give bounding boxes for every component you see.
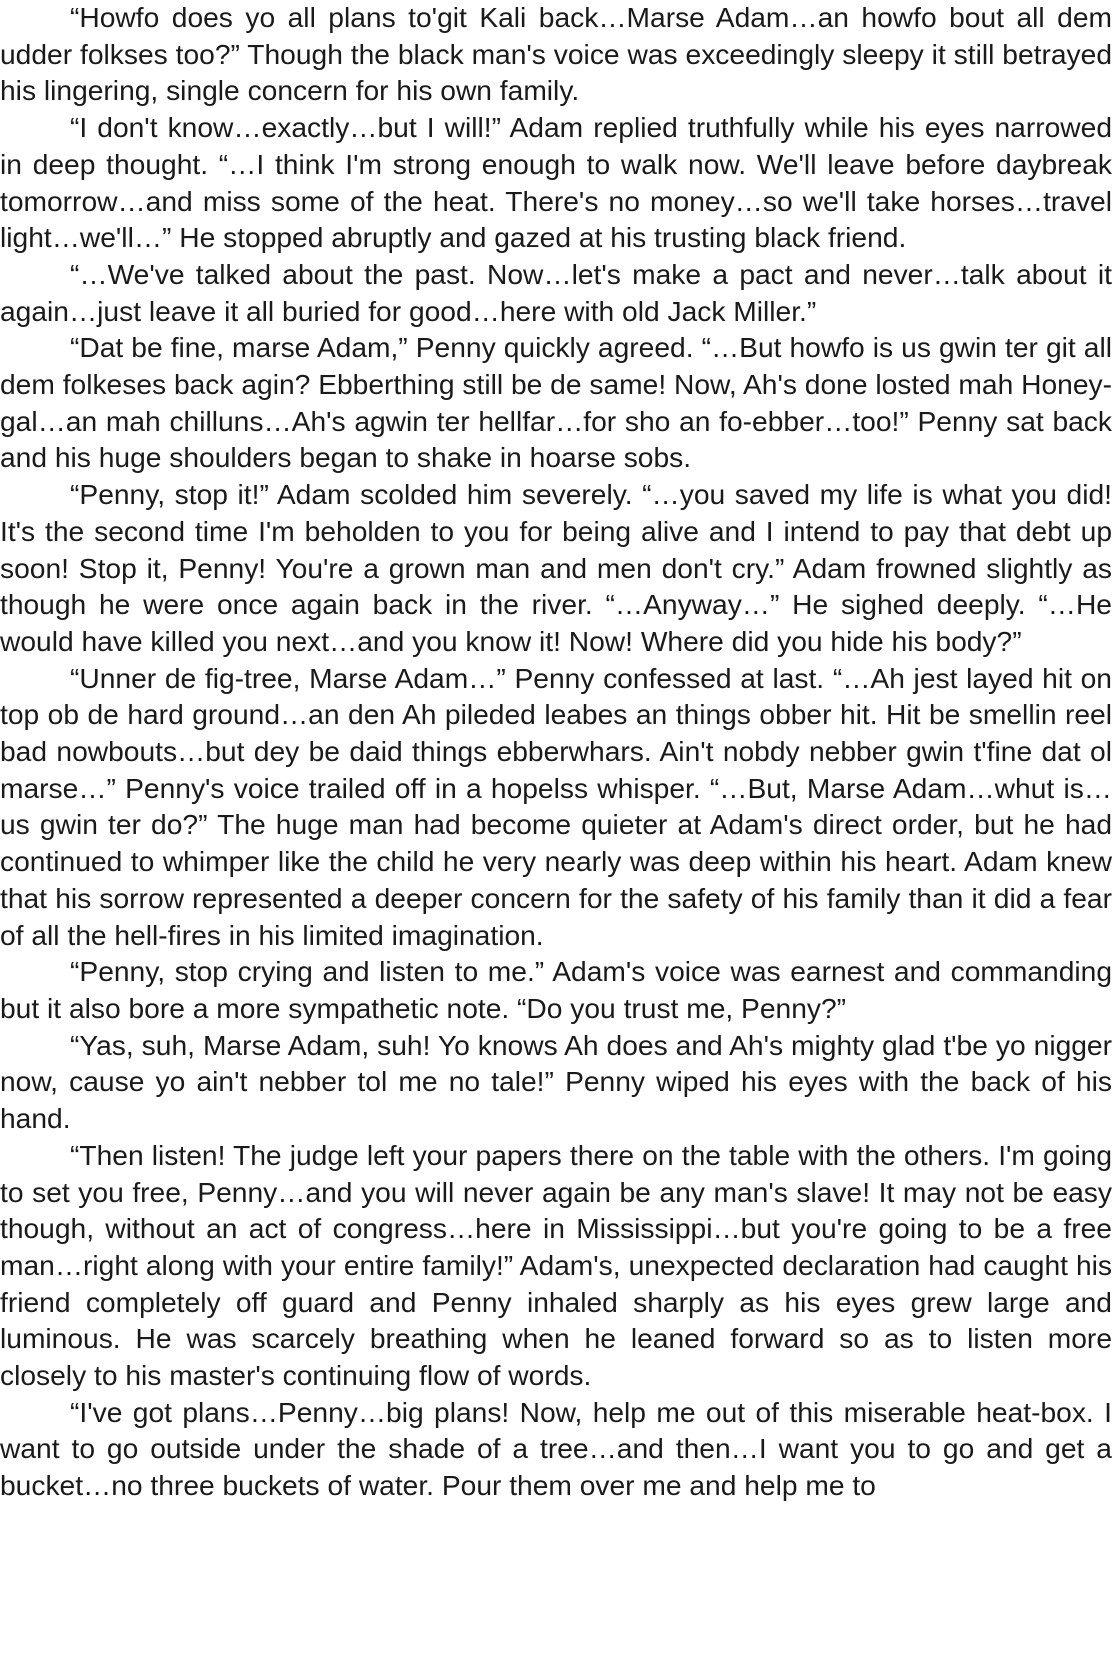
paragraph-6: “Unner de fig-tree, Marse Adam…” Penny confessed at last. “…Ah jest layed hit on top ob de hard ground…an den Ah pileded leabes an things obber hit. Hit be smellin reel bad nowbouts…but dey be daid things ebberwhars. Ain't nobdy nebber gwin t'fine dat ol marse…” Penny's voice trailed off in a hopelss whisper. “…But, Marse Adam…whut is…us gwin ter do?” The huge man had become quieter at Adam's direct order, but he had continued to whimper like the child he very nearly was deep within his heart. Adam knew that his sorrow represented a deeper concern for the safety of his family than it did a fear of all the hell-fires in his limited imagination. — [0, 661, 1112, 951]
paragraph-4: “Dat be fine, marse Adam,” Penny quickly agreed. “…But howfo is us gwin ter git all dem folkeses back agin? Ebberthing still be de same! Now, Ah's done losted mah Honey-gal…an mah chilluns…Ah's agwin ter hellfar…for sho an fo-ebber…too!” Penny sat back and his huge shoulders began to shake in hoarse sobs. — [0, 331, 1112, 474]
paragraph-7: “Penny, stop crying and listen to me.” Adam's voice was earnest and commanding but it also bore a more sympathetic note. “Do you trust me, Penny?” — [0, 955, 1112, 1024]
paragraph-9: “Then listen! The judge left your papers there on the table with the others. I'm going to set you free, Penny…and you will never again be any man's slave! It may not be easy though, without an act of congress…here in Mississippi…but you're going to be a free man…right along with your entire family!” Adam's, unexpected declaration had caught his friend completely off guard and Penny inhaled sharply as his eyes grew large and luminous. He was scarcely breathing when he leaned forward so as to listen more closely to his master's continuing flow of words. — [0, 1138, 1112, 1392]
paragraph-5: “Penny, stop it!” Adam scolded him severely. “…you saved my life is what you did! It's the second time I'm beholden to you for being alive and I intend to pay that debt up soon! Stop it, Penny! You're a grown man and men don't cry.” Adam frowned slightly as though he were once again back in the river. “…Anyway…” He sighed deeply. “…He would have killed you next…and you know it! Now! Where did you hide his body?” — [0, 478, 1112, 657]
paragraph-3: “…We've talked about the past. Now…let's make a pact and never…talk about it again…just leave it all buried for good…here with old Jack Miller.” — [0, 257, 1112, 327]
paragraph-1: “Howfo does yo all plans to'git Kali back…Marse Adam…an howfo bout all dem udder folkses too?” Though the black man's voice was exceedingly sleepy it still betrayed his lingering, single concern for his own family. — [0, 1, 1112, 107]
paragraph-2: “I don't know…exactly…but I will!” Adam replied truthfully while his eyes narrowed in deep thought. “…I think I'm strong enough to walk now. We'll leave before daybreak tomorrow…and miss some of the heat. There's no money…so we'll take horses…travel light…we'll…” He stopped abruptly and gazed at his trusting black friend. — [0, 111, 1112, 254]
paragraph-8: “Yas, suh, Marse Adam, suh! Yo knows Ah does and Ah's mighty glad t'be yo nigger now, cause yo ain't nebber tol me no tale!” Penny wiped his eyes with the back of his hand. — [0, 1028, 1112, 1135]
paragraph-10: “I've got plans…Penny…big plans! Now, help me out of this miserable heat-box. I want to go outside under the shade of a tree…and then…I want you to go and get a bucket…no three buckets of water. Pour them over me and help me to — [0, 1395, 1112, 1502]
